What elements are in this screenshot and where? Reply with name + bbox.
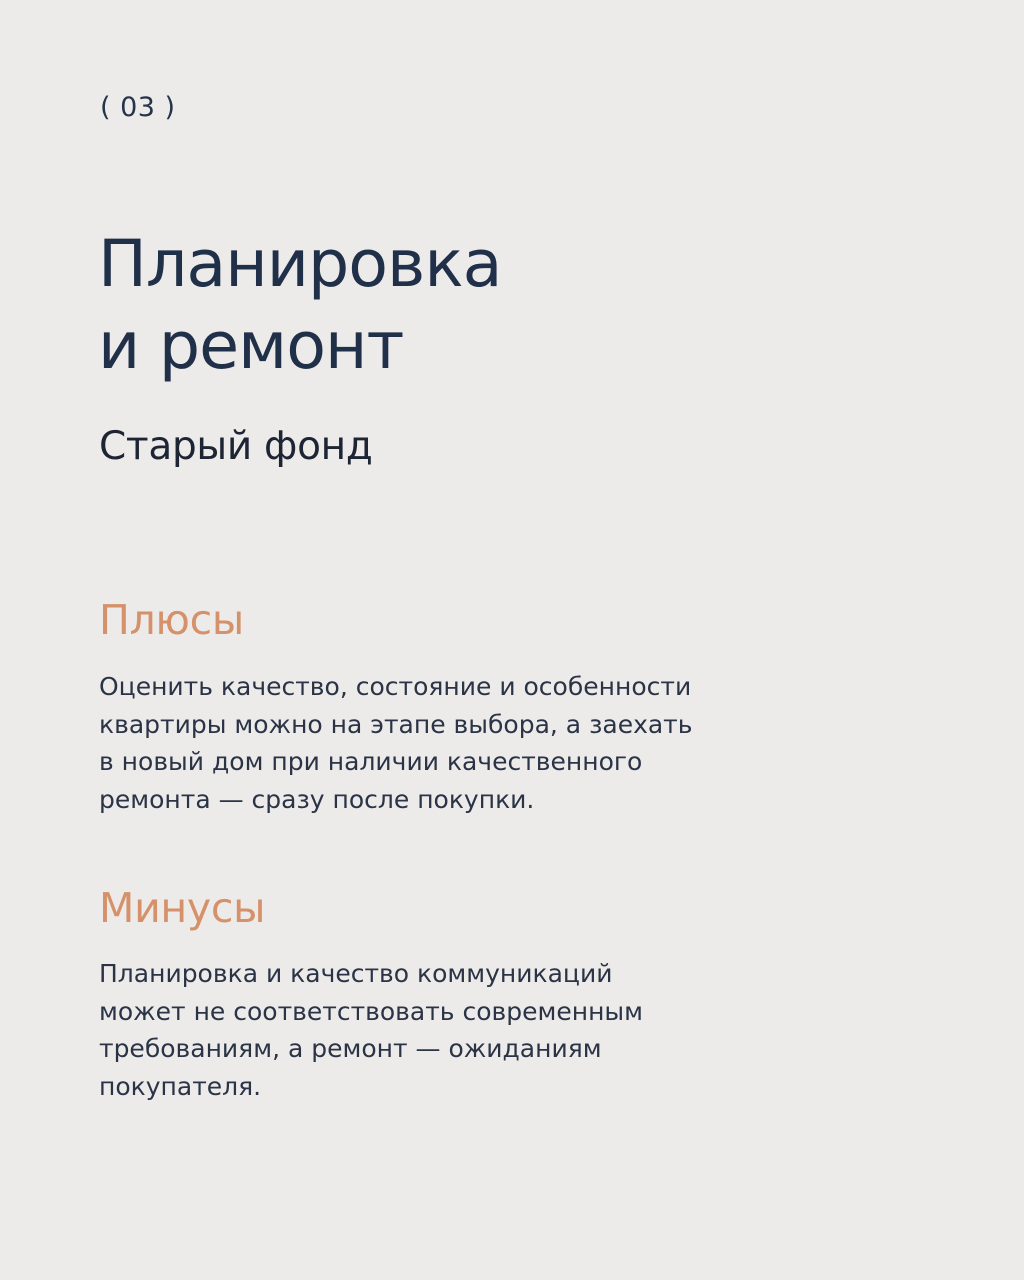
title-line-1: Планировка <box>98 227 502 302</box>
slide-number: ( 03 ) <box>100 92 176 123</box>
pros-line-2: квартиры можно на этапе выбора, а заехать <box>99 709 693 739</box>
pros-line-3: в новый дом при наличии качественного <box>99 747 643 776</box>
cons-line-3: требованиям, а ремонт — ожиданиям <box>99 1034 602 1063</box>
cons-line-1: Планировка и качество коммуникаций <box>99 959 613 988</box>
pros-text <box>99 668 749 818</box>
cons-heading: Минусы <box>99 884 266 932</box>
cons-text <box>99 955 749 1105</box>
page-subtitle: Старый фонд <box>99 424 373 469</box>
page-title <box>98 224 501 388</box>
cons-line-2: может не соответствовать современным <box>99 996 644 1026</box>
title-line-2: и ремонт <box>98 309 404 384</box>
pros-heading: Плюсы <box>99 596 244 644</box>
cons-line-4: покупателя. <box>99 1071 262 1101</box>
pros-line-4: ремонта — сразу после покупки. <box>99 784 535 814</box>
pros-line-1: Оценить качество, состояние и особенности <box>99 672 692 701</box>
